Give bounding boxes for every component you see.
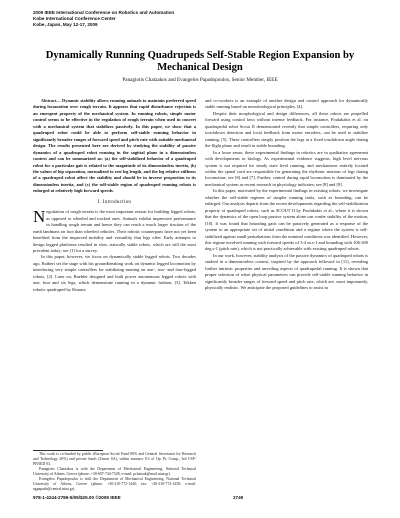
- intro-paragraph-1-text: egotiation of rough terrain is the most important reason for building legged robots, as opposed to wheeled and tracked ones. Animals exhibit impressive performance in handling rough terrain and hence they can reach a much larger fraction of the earth landmass on foot than wheeled vehicles. Their robotic counterparts have not yet been benefited from the improved mobility and versatility that legs offer. Early attempts to design legged platforms resulted in slow, statically stable robots, which are still the most prevalent today; see [1] for a survey.: [33, 209, 196, 253]
- abstract-text: — Dynamic stability allows running animals to maintain preferred speed during locomotion over rough terrain. It appears that rapid disturbance rejection is an emergent property of the mechanical system. In running robots, simple motor control seems to be effective in the regulation of rough terrain when used in concert with a mechanical system that stabilizes passively. In this paper, we show that a quadruped robot could be able to perform self-stable running behavior in significantly broader ranges of forward speed and pitch rate with suitable mechanical design. The results presented here are derived by studying the stability of passive dynamics of a quadruped robot running in the sagittal plane in a dimensionless context and can be summarized as: (a) the self-stabilized behavior of a quadruped robot for a particular gait is related to the magnitude of its dimensionless inertia, (b) the values of hip separation, normalized to rest leg length, and the leg relative stiffness of a quadruped robot affect the stability and should be in inverse proportion to its dimensionless inertia, and (c) the self-stable region of quadruped running robots is enlarged at relatively high forward speeds.: [33, 98, 196, 194]
- intro-paragraph-2: In this paper, however, we focus on dynamically stable legged robots. Two decades ago, Raibert set the stage with his groundbreaking work on dynamic legged locomotion by introducing very simple controllers for stabilizing running on one-, two- and four-legged robots, [2]. Later on, Buehler designed and built power autonomous legged robots with one, four and six legs, which demonstrate running in a dynamic fashion, [3]. Tekken robotic quadruped by Kimura: [33, 254, 196, 292]
- footer-isbn: 978-1-4244-2789-5/09/$25.00 ©2009 IEEE: [33, 495, 121, 500]
- body-paragraph-1: and co-workers is an example of another design and control approach for dynamically stable running based on neurobiological principles, [4].: [205, 98, 368, 110]
- conference-header: [33, 10, 174, 28]
- conference-venue: Kobe International Conference Center: [33, 16, 116, 22]
- conference-place-date: Kobe, Japan, May 12-17, 2009: [33, 22, 98, 28]
- conference-name: 2009 IEEE International Conference on Robotics and Automation: [33, 10, 175, 15]
- footnote-author-1: Panagiotis Chatzakos is with the Department of Mechanical Engineering, National Technical University of Athens, Greece (phone: +30-697-744-7328; e-mail: pchatzak@mail.ntua.gr).: [33, 467, 196, 476]
- paper-title: Dynamically Running Quadrupeds Self-Stable Region Expansion by Mechanical Design: [45, 50, 355, 74]
- footer-page-number: 2749: [233, 495, 244, 500]
- abstract: [33, 98, 196, 195]
- right-column: [205, 98, 368, 292]
- footnote-author-2: Evangelos Papadopoulos is with the Department of Mechanical Engineering, National Technical University of Athens, Greece (phone: +30-210-772-1440; fax: +30-210-772-1458; e-mail: egpapado@central.ntua.gr).: [33, 477, 196, 491]
- body-paragraph-2: Despite their morphological and design differences, all these robots are propelled forward using control laws without intense feedback. For instance, Poulakakis et al. on quadrupedal robot Scout II demonstrated recently that simple controllers, requiring only touchdown detection and local feedback from motor encoders, can be used to stabilize running, [5]. These controllers simply position the legs at a fixed touchdown angle during the flight phase and result in stable bounding.: [205, 110, 368, 149]
- paper-authors: Panagiotis Chatzakos and Evangelos Papadopoulos, Senior Member, IEEE: [122, 77, 278, 83]
- footnote-funding: This work is co-funded by public (European Social Fund 80% and General Secretariat for Research and Technology 20%) and private funds (Zenon SA), within measure 8.3 of Op. Pr. Comp., 3rd CSF-PENED 03.: [33, 452, 196, 466]
- drop-cap: N: [33, 207, 46, 227]
- footnote-rule: [33, 450, 103, 451]
- abstract-lead: Abstract: [41, 98, 57, 103]
- body-paragraph-4: In this paper, motivated by the experimental findings in existing robots, we investigate whether the self-stable regimes of simpler running tasks, such as bounding, can be enlarged. Our analysis departs from the recent developments regarding the self-stabilization property of quadruped robots, such as SCOUT II by Poulakakis et al., where it is shown that the dynamics of the open loop passive system alone can confer stability of the motion, [10]. It was found that bounding gaits can be passively generated as a response of the system to an appropriate set of initial conditions and a regime where the system is self-stabilized against small perturbations from the nominal conditions was identified. However, this regime involved running with forward speeds of 3-4 m.s-1 and bounding with 106-200 deg.s-1 (pitch rate), which is not practically achievable with existing quadruped robots.: [205, 188, 368, 252]
- body-paragraph-5: In our work, however, stability analysis of the passive dynamics of quadruped robots is studied in a dimensionless context, inspired by the approach followed in [11], revealing further intrinsic properties and unveiling aspects of quadrupedal running. It is shown that proper selection of robot physical parameters can provide self-stable running behavior in significantly broader ranges of forward speed and pitch rate, which are, most importantly, physically realistic. We anticipate the proposed guidelines to assist in: [205, 252, 368, 291]
- intro-paragraph-1: [33, 209, 196, 254]
- footnote: [33, 452, 196, 492]
- body-paragraph-3: In a loose sense, these experimental findings in robotics are in qualitative agreement with developments in biology. As experimental evidence suggests, high level nervous system is not required for steady state level running, and mechanisms entirely located within the spinal cord are responsible for generating the rhythmic motions of legs during locomotion; see [6] and [7]. Further, control during rapid locomotion is dominated by the mechanical system as recent research in physiology indicates; see [8] and [9].: [205, 149, 368, 187]
- left-column: [33, 98, 196, 293]
- section-heading-introduction: I. Introduction: [97, 199, 132, 205]
